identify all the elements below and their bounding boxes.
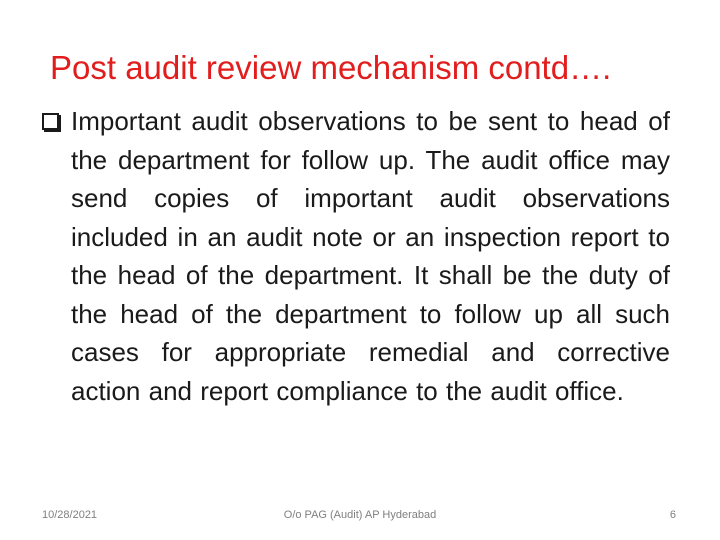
footer-date: 10/28/2021	[42, 509, 98, 521]
hollow-square-bullet-icon	[42, 113, 59, 130]
footer-page-number: 6	[669, 509, 676, 521]
bullet-item	[42, 102, 670, 410]
bullet-text: Important audit observations to be sent to head of the department for follow up. The audit office may send copies of important audit observations included in an audit note or an inspection report to the head of the department. It shall be the duty of the head of the department to follow up all such cases for appropriate remedial and corrective action and report compliance to the audit office.	[71, 106, 670, 406]
footer-organization: O/o PAG (Audit) AP Hyderabad	[283, 509, 437, 521]
slide-title: Post audit review mechanism contd….	[50, 49, 612, 86]
slide-body	[42, 102, 670, 410]
